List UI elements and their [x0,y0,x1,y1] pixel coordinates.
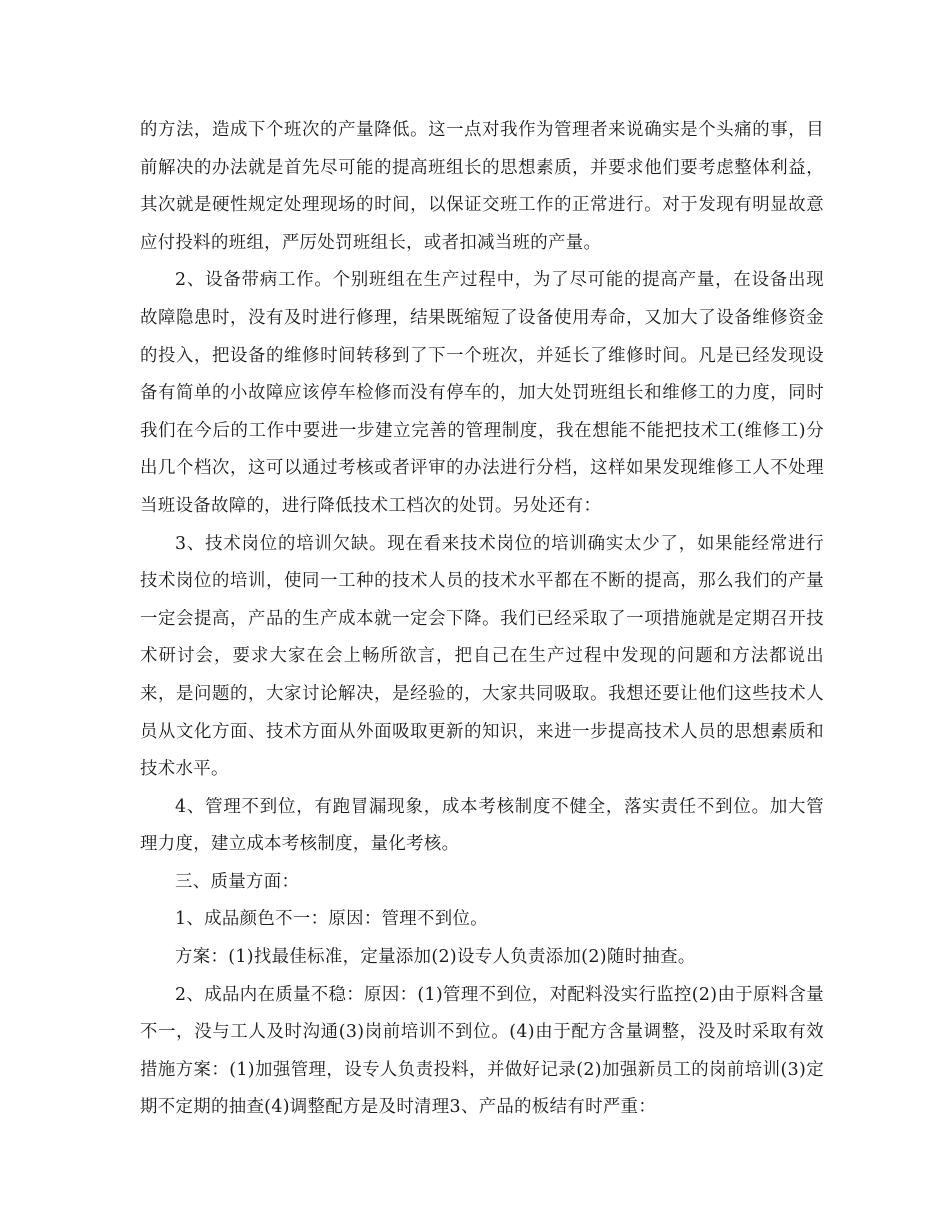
paragraph-continuation: 的方法，造成下个班次的产量降低。这一点对我作为管理者来说确实是个头痛的事，目前解决的办法就是首先尽可能的提高班组长的思想素质，并要求他们要考虑整体利益，其次就是硬性规定处理现场的时间，以保证交班工作的正常进行。对于发现有明显故意应付投料的班组，严厉处罚班组长，或者扣减当班的产量。 [140,120,824,253]
paragraph-management-issues: 4、管理不到位，有跑冒漏现象，成本考核制度不健全，落实责任不到位。加大管理力度，建立成本考核制度，量化考核。 [140,796,824,855]
paragraph-color-inconsistency: 1、成品颜色不一：原因：管理不到位。 [175,909,489,930]
document-body [140,112,824,1127]
paragraph-internal-quality: 2、成品内在质量不稳：原因：(1)管理不到位，对配料没实行监控(2)由于原料含量不一，没与工人及时沟通(3)岗前培训不到位。(4)由于配方含量调整，没及时采取有效措施方案：(1)加强管理，设专人负责投料，并做好记录(2)加强新员工的岗前培训(3)定期不定期的抽查(4)调整配方是及时清理3、产品的板结有时严重： [140,984,824,1118]
paragraph-color-solution: 方案：(1)找最佳标准，定量添加(2)设专人负责添加(2)随时抽查。 [175,947,696,968]
paragraph-technical-training: 3、技术岗位的培训欠缺。现在看来技术岗位的培训确实太少了，如果能经常进行技术岗位的培训，使同一工种的技术人员的技术水平都在不断的提高，那么我们的产量一定会提高，产品的生产成本就一定会下降。我们已经采取了一项措施就是定期召开技术研讨会，要求大家在会上畅所欲言，把自己在生产过程中发现的问题和方法都说出来，是问题的，大家讨论解决，是经验的，大家共同吸取。我想还要让他们这些技术人员从文化方面、技术方面从外面吸取更新的知识，来进一步提高技术人员的思想素质和技术水平。 [140,533,824,780]
paragraph-equipment-faults: 2、设备带病工作。个别班组在生产过程中，为了尽可能的提高产量，在设备出现故障隐患时，没有及时进行修理，结果既缩短了设备使用寿命，又加大了设备维修资金的投入，把设备的维修时间转移到了下一个班次，并延长了维修时间。凡是已经发现设备有简单的小故障应该停车检修而没有停车的，加大处罚班组长和维修工的力度，同时我们在今后的工作中要进一步建立完善的管理制度，我在想能不能把技术工(维修工)分出几个档次，这可以通过考核或者评审的办法进行分档，这样如果发现维修工人不处理当班设备故障的，进行降低技术工档次的处罚。另处还有： [140,270,824,516]
section-heading-quality: 三、质量方面： [175,871,300,892]
